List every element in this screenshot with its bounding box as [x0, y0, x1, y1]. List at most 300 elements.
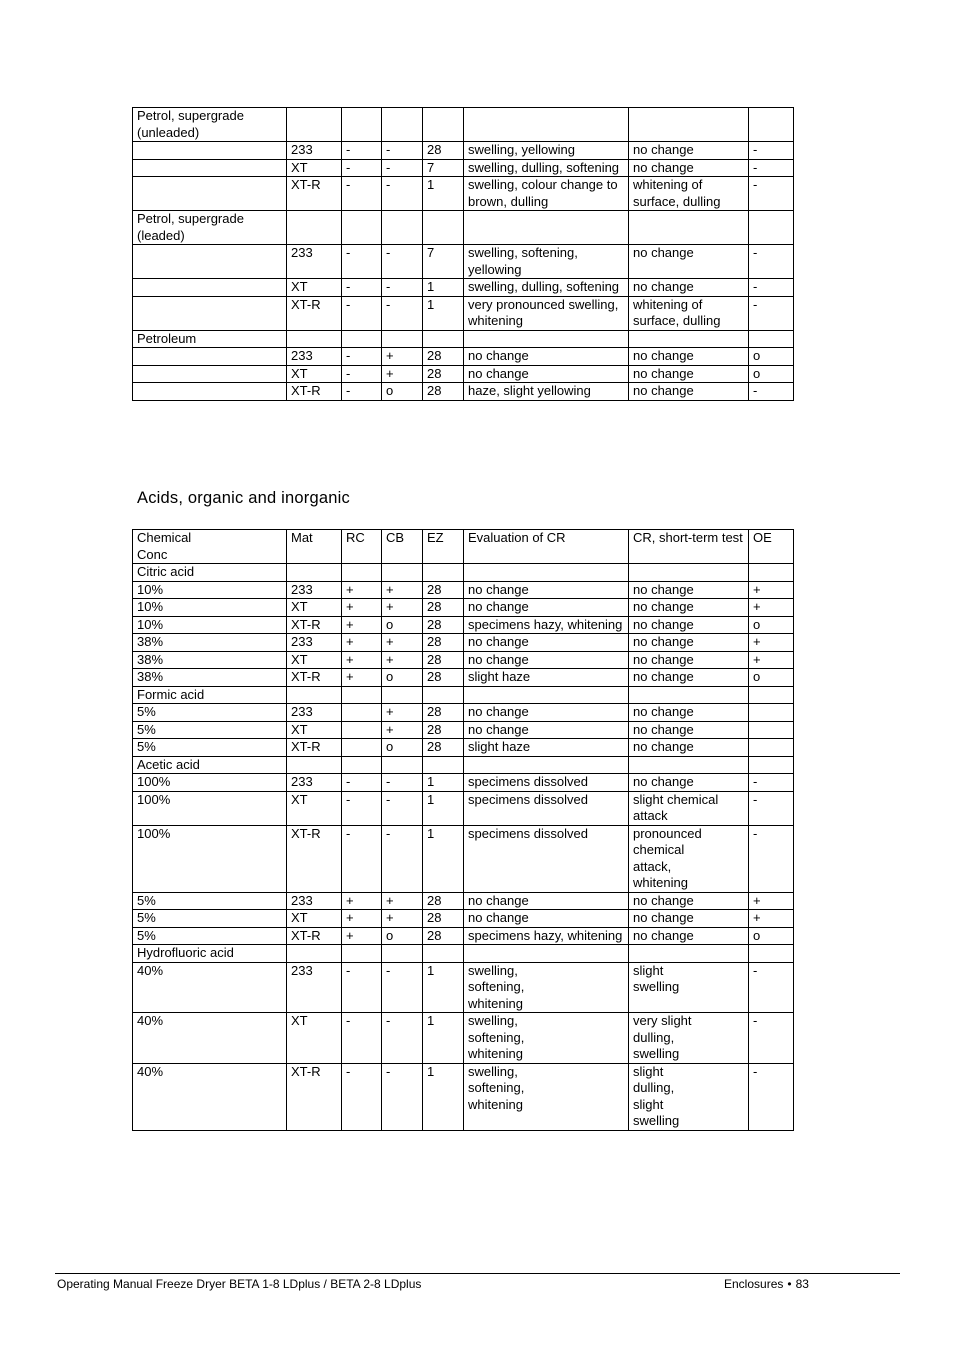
section-heading: Acids, organic and inorganic — [137, 489, 350, 507]
cell-ez: 1 — [423, 791, 464, 825]
cell-cb — [382, 108, 423, 142]
cell-chemical: 40% — [133, 1063, 287, 1130]
cell-rc — [342, 704, 382, 722]
cell-evaluation — [464, 756, 629, 774]
cell-rc — [342, 564, 382, 582]
cell-rc: + — [342, 927, 382, 945]
table-row — [133, 704, 794, 722]
cell-evaluation: swelling, dulling, softening — [464, 159, 629, 177]
cell-cb: o — [382, 616, 423, 634]
cell-evaluation: specimens dissolved — [464, 791, 629, 825]
table-row — [133, 383, 794, 401]
cell-evaluation — [464, 686, 629, 704]
cell-ez: 28 — [423, 616, 464, 634]
table-row — [133, 581, 794, 599]
cell-chemical: 5% — [133, 721, 287, 739]
cell-material: 233 — [287, 774, 342, 792]
cell-cb: + — [382, 704, 423, 722]
cell-rc: - — [342, 962, 382, 1013]
header-cb: CB — [382, 530, 423, 564]
cell-short-term: no change — [629, 910, 749, 928]
cell-short-term: no change — [629, 704, 749, 722]
cell-material: 233 — [287, 348, 342, 366]
cell-chemical: 38% — [133, 651, 287, 669]
cell-short-term: slight swelling — [629, 962, 749, 1013]
cell-cb — [382, 330, 423, 348]
table-row — [133, 279, 794, 297]
cell-short-term: no change — [629, 159, 749, 177]
cell-oe — [749, 211, 794, 245]
cell-chemical: 38% — [133, 634, 287, 652]
cell-ez: 28 — [423, 739, 464, 757]
cell-cb: o — [382, 383, 423, 401]
cell-material — [287, 330, 342, 348]
table-row — [133, 910, 794, 928]
cell-short-term: no change — [629, 651, 749, 669]
cell-material: XT-R — [287, 927, 342, 945]
table-header-row — [133, 530, 794, 564]
cell-material: 233 — [287, 634, 342, 652]
cell-short-term: no change — [629, 365, 749, 383]
cell-material — [287, 211, 342, 245]
cell-material: XT-R — [287, 177, 342, 211]
cell-ez — [423, 945, 464, 963]
cell-chemical: 100% — [133, 791, 287, 825]
cell-cb: - — [382, 1063, 423, 1130]
cell-oe: - — [749, 142, 794, 160]
cell-material — [287, 756, 342, 774]
cell-oe: - — [749, 296, 794, 330]
table-row — [133, 962, 794, 1013]
cell-material: XT — [287, 279, 342, 297]
cell-evaluation: specimens dissolved — [464, 825, 629, 892]
cell-oe — [749, 756, 794, 774]
cell-evaluation: specimens hazy, whitening — [464, 616, 629, 634]
cell-cb — [382, 686, 423, 704]
petrol-resistance-table — [132, 107, 794, 401]
table-row — [133, 599, 794, 617]
cell-short-term — [629, 330, 749, 348]
cell-material: XT — [287, 365, 342, 383]
cell-oe — [749, 704, 794, 722]
cell-oe: - — [749, 383, 794, 401]
cell-chemical: 5% — [133, 927, 287, 945]
cell-rc: - — [342, 774, 382, 792]
cell-rc — [342, 108, 382, 142]
cell-chemical — [133, 159, 287, 177]
cell-material — [287, 686, 342, 704]
cell-ez: 28 — [423, 927, 464, 945]
cell-rc: - — [342, 348, 382, 366]
cell-rc — [342, 721, 382, 739]
cell-material — [287, 108, 342, 142]
cell-cb: - — [382, 245, 423, 279]
cell-material: XT — [287, 910, 342, 928]
table-row — [133, 296, 794, 330]
cell-oe: + — [749, 892, 794, 910]
cell-cb: - — [382, 159, 423, 177]
cell-evaluation: no change — [464, 651, 629, 669]
cell-material: XT-R — [287, 383, 342, 401]
header-short-term: CR, short-term test — [629, 530, 749, 564]
cell-rc — [342, 686, 382, 704]
cell-rc — [342, 330, 382, 348]
cell-short-term: no change — [629, 721, 749, 739]
table-row — [133, 616, 794, 634]
cell-ez: 7 — [423, 159, 464, 177]
footer-section: Enclosures — [724, 1277, 784, 1291]
table-row — [133, 756, 794, 774]
cell-short-term: no change — [629, 599, 749, 617]
cell-rc: + — [342, 910, 382, 928]
cell-material: XT — [287, 599, 342, 617]
cell-short-term: whitening of surface, dulling — [629, 296, 749, 330]
cell-ez: 28 — [423, 142, 464, 160]
cell-chemical: Formic acid — [133, 686, 287, 704]
cell-chemical: 100% — [133, 825, 287, 892]
table-row — [133, 651, 794, 669]
cell-chemical: Acetic acid — [133, 756, 287, 774]
cell-short-term — [629, 945, 749, 963]
cell-rc: - — [342, 245, 382, 279]
table-row — [133, 892, 794, 910]
cell-cb — [382, 211, 423, 245]
cell-ez: 28 — [423, 383, 464, 401]
acids-resistance-table-body — [133, 530, 794, 1131]
table-row — [133, 774, 794, 792]
cell-oe: - — [749, 791, 794, 825]
cell-evaluation: swelling, softening, whitening — [464, 962, 629, 1013]
cell-chemical: Citric acid — [133, 564, 287, 582]
cell-cb: - — [382, 774, 423, 792]
cell-rc: + — [342, 892, 382, 910]
cell-rc: - — [342, 177, 382, 211]
cell-material: 233 — [287, 892, 342, 910]
cell-oe: o — [749, 348, 794, 366]
cell-cb: + — [382, 721, 423, 739]
cell-chemical: 100% — [133, 774, 287, 792]
cell-oe — [749, 721, 794, 739]
cell-rc: - — [342, 159, 382, 177]
cell-cb: o — [382, 739, 423, 757]
cell-oe — [749, 686, 794, 704]
header-chemical: Chemical Conc — [133, 530, 287, 564]
cell-chemical: Petrol, supergrade (unleaded) — [133, 108, 287, 142]
cell-cb: + — [382, 651, 423, 669]
cell-material: XT — [287, 791, 342, 825]
cell-cb: - — [382, 296, 423, 330]
cell-oe — [749, 330, 794, 348]
cell-chemical: 10% — [133, 616, 287, 634]
cell-ez — [423, 756, 464, 774]
cell-material: XT-R — [287, 296, 342, 330]
cell-ez: 28 — [423, 581, 464, 599]
cell-cb: + — [382, 910, 423, 928]
cell-short-term: pronounced chemical attack, whitening — [629, 825, 749, 892]
cell-short-term: no change — [629, 245, 749, 279]
cell-evaluation: no change — [464, 892, 629, 910]
table-row — [133, 177, 794, 211]
cell-rc — [342, 756, 382, 774]
table-row — [133, 739, 794, 757]
table-row — [133, 791, 794, 825]
cell-short-term: no change — [629, 581, 749, 599]
cell-oe: - — [749, 177, 794, 211]
table-row — [133, 348, 794, 366]
cell-short-term: very slight dulling, swelling — [629, 1013, 749, 1064]
cell-rc: - — [342, 296, 382, 330]
footer-divider — [55, 1273, 900, 1274]
cell-cb: o — [382, 927, 423, 945]
cell-cb: - — [382, 142, 423, 160]
cell-chemical: 5% — [133, 892, 287, 910]
cell-chemical — [133, 348, 287, 366]
cell-ez: 28 — [423, 651, 464, 669]
cell-cb: + — [382, 599, 423, 617]
cell-ez: 28 — [423, 365, 464, 383]
table-row — [133, 1063, 794, 1130]
cell-rc: - — [342, 791, 382, 825]
cell-oe: + — [749, 581, 794, 599]
footer-page-number: 83 — [795, 1277, 809, 1291]
cell-evaluation: no change — [464, 634, 629, 652]
table-row — [133, 159, 794, 177]
cell-rc: - — [342, 383, 382, 401]
cell-chemical: 5% — [133, 910, 287, 928]
cell-short-term: no change — [629, 616, 749, 634]
cell-cb: - — [382, 1013, 423, 1064]
cell-cb: - — [382, 825, 423, 892]
cell-rc: + — [342, 616, 382, 634]
header-material: Mat — [287, 530, 342, 564]
cell-oe — [749, 108, 794, 142]
cell-chemical: 40% — [133, 962, 287, 1013]
cell-short-term: no change — [629, 383, 749, 401]
cell-chemical — [133, 365, 287, 383]
header-ez: EZ — [423, 530, 464, 564]
cell-ez: 28 — [423, 910, 464, 928]
cell-evaluation: swelling, colour change to brown, dulling — [464, 177, 629, 211]
cell-ez: 28 — [423, 892, 464, 910]
cell-material — [287, 564, 342, 582]
cell-ez: 1 — [423, 825, 464, 892]
cell-cb: - — [382, 279, 423, 297]
cell-rc: + — [342, 634, 382, 652]
acids-resistance-table — [132, 529, 794, 1131]
cell-ez: 1 — [423, 962, 464, 1013]
cell-material: XT-R — [287, 669, 342, 687]
cell-ez — [423, 564, 464, 582]
cell-evaluation: specimens dissolved — [464, 774, 629, 792]
table-row — [133, 669, 794, 687]
cell-chemical: 10% — [133, 599, 287, 617]
cell-evaluation: no change — [464, 599, 629, 617]
cell-evaluation — [464, 330, 629, 348]
cell-rc: - — [342, 142, 382, 160]
cell-short-term: slight dulling, slight swelling — [629, 1063, 749, 1130]
cell-chemical: 10% — [133, 581, 287, 599]
cell-ez — [423, 686, 464, 704]
cell-oe: o — [749, 927, 794, 945]
cell-oe: - — [749, 962, 794, 1013]
cell-rc: - — [342, 1063, 382, 1130]
cell-short-term: whitening of surface, dulling — [629, 177, 749, 211]
cell-evaluation — [464, 945, 629, 963]
cell-cb: + — [382, 348, 423, 366]
cell-material: XT — [287, 721, 342, 739]
cell-evaluation: swelling, yellowing — [464, 142, 629, 160]
cell-evaluation — [464, 564, 629, 582]
cell-short-term: no change — [629, 774, 749, 792]
cell-material: XT — [287, 651, 342, 669]
cell-oe: + — [749, 634, 794, 652]
cell-oe: - — [749, 1013, 794, 1064]
cell-ez — [423, 211, 464, 245]
cell-rc: - — [342, 365, 382, 383]
table-row — [133, 142, 794, 160]
cell-chemical — [133, 383, 287, 401]
cell-evaluation: swelling, softening, whitening — [464, 1063, 629, 1130]
table-row — [133, 108, 794, 142]
cell-rc: - — [342, 825, 382, 892]
cell-ez: 1 — [423, 1013, 464, 1064]
cell-evaluation: no change — [464, 721, 629, 739]
cell-ez — [423, 108, 464, 142]
table-row — [133, 211, 794, 245]
cell-short-term — [629, 686, 749, 704]
cell-chemical — [133, 245, 287, 279]
cell-oe: - — [749, 279, 794, 297]
cell-short-term — [629, 108, 749, 142]
cell-evaluation: no change — [464, 704, 629, 722]
table-row — [133, 330, 794, 348]
cell-ez: 7 — [423, 245, 464, 279]
cell-ez: 1 — [423, 279, 464, 297]
cell-ez: 28 — [423, 599, 464, 617]
cell-rc: - — [342, 1013, 382, 1064]
table-row — [133, 365, 794, 383]
cell-short-term: no change — [629, 739, 749, 757]
header-evaluation: Evaluation of CR — [464, 530, 629, 564]
cell-material: XT-R — [287, 616, 342, 634]
cell-oe: - — [749, 774, 794, 792]
cell-rc: - — [342, 279, 382, 297]
cell-cb — [382, 945, 423, 963]
cell-evaluation: no change — [464, 365, 629, 383]
cell-evaluation: haze, slight yellowing — [464, 383, 629, 401]
cell-evaluation: no change — [464, 910, 629, 928]
cell-evaluation: very pronounced swelling, whitening — [464, 296, 629, 330]
table-row — [133, 1013, 794, 1064]
cell-ez: 28 — [423, 704, 464, 722]
cell-cb: + — [382, 365, 423, 383]
cell-chemical: 5% — [133, 739, 287, 757]
cell-material — [287, 945, 342, 963]
table-row — [133, 945, 794, 963]
cell-short-term: no change — [629, 927, 749, 945]
cell-rc: + — [342, 651, 382, 669]
table-row — [133, 245, 794, 279]
cell-rc: + — [342, 581, 382, 599]
cell-oe — [749, 945, 794, 963]
header-oe: OE — [749, 530, 794, 564]
cell-short-term: no change — [629, 634, 749, 652]
table-row — [133, 564, 794, 582]
table-row — [133, 634, 794, 652]
cell-oe: - — [749, 825, 794, 892]
cell-cb: + — [382, 892, 423, 910]
table-row — [133, 686, 794, 704]
cell-short-term: no change — [629, 892, 749, 910]
cell-oe: - — [749, 1063, 794, 1130]
cell-oe: - — [749, 159, 794, 177]
cell-chemical — [133, 279, 287, 297]
cell-oe: - — [749, 245, 794, 279]
table-row — [133, 825, 794, 892]
cell-oe — [749, 739, 794, 757]
cell-cb: o — [382, 669, 423, 687]
cell-chemical: 5% — [133, 704, 287, 722]
cell-rc — [342, 211, 382, 245]
cell-ez: 28 — [423, 669, 464, 687]
cell-chemical — [133, 177, 287, 211]
bullet-icon: • — [787, 1277, 792, 1291]
cell-oe: o — [749, 616, 794, 634]
cell-chemical: 38% — [133, 669, 287, 687]
cell-rc: + — [342, 599, 382, 617]
cell-short-term: no change — [629, 348, 749, 366]
petrol-resistance-table-body — [133, 108, 794, 401]
cell-evaluation: specimens hazy, whitening — [464, 927, 629, 945]
cell-short-term — [629, 211, 749, 245]
cell-cb: + — [382, 634, 423, 652]
cell-material: XT — [287, 1013, 342, 1064]
cell-oe: o — [749, 669, 794, 687]
cell-evaluation: swelling, dulling, softening — [464, 279, 629, 297]
cell-cb: - — [382, 791, 423, 825]
cell-evaluation: no change — [464, 348, 629, 366]
cell-ez: 1 — [423, 296, 464, 330]
cell-ez — [423, 330, 464, 348]
cell-material: 233 — [287, 704, 342, 722]
cell-ez: 28 — [423, 348, 464, 366]
cell-short-term: no change — [629, 142, 749, 160]
cell-ez: 28 — [423, 721, 464, 739]
header-rc: RC — [342, 530, 382, 564]
cell-rc — [342, 945, 382, 963]
cell-cb — [382, 756, 423, 774]
cell-chemical: Petroleum — [133, 330, 287, 348]
cell-rc — [342, 739, 382, 757]
cell-short-term: slight chemical attack — [629, 791, 749, 825]
cell-evaluation: no change — [464, 581, 629, 599]
cell-chemical: Petrol, supergrade (leaded) — [133, 211, 287, 245]
cell-oe: + — [749, 599, 794, 617]
cell-evaluation: swelling, softening, yellowing — [464, 245, 629, 279]
cell-short-term: no change — [629, 279, 749, 297]
cell-oe: + — [749, 651, 794, 669]
cell-material: XT — [287, 159, 342, 177]
cell-oe — [749, 564, 794, 582]
cell-ez: 1 — [423, 177, 464, 211]
cell-rc: + — [342, 669, 382, 687]
cell-ez: 1 — [423, 774, 464, 792]
table-row — [133, 927, 794, 945]
cell-evaluation: swelling, softening, whitening — [464, 1013, 629, 1064]
cell-chemical — [133, 296, 287, 330]
cell-ez: 28 — [423, 634, 464, 652]
cell-evaluation: slight haze — [464, 739, 629, 757]
